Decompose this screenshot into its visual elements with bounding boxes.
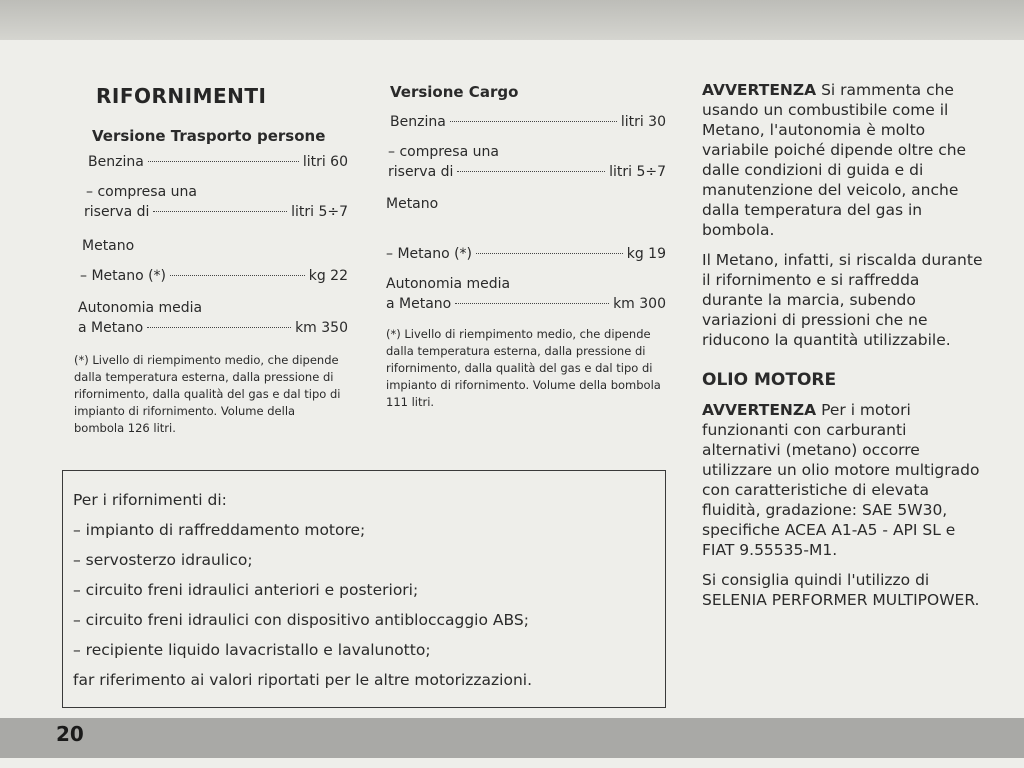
- autonomia-line: Autonomia media: [386, 276, 511, 292]
- riserva-value: litri 5÷7: [291, 204, 348, 220]
- warning-text: Per i motori funzionanti con carburanti alternativi (metano) occorre utilizzare un olio motore multigrado con caratteristiche di elevata fluidità, gradazione: SAE 5W30, specifiche ACEA A1-A5 - API SL e FIAT 9.55535-M1.: [702, 401, 980, 559]
- riserva-label: riserva di: [388, 164, 454, 180]
- box-item: – circuito freni idraulici con dispositivo antibloccaggio ABS;: [73, 611, 529, 629]
- leader-dots: [476, 253, 623, 254]
- column-warnings: [702, 80, 984, 620]
- benzina-row: [390, 112, 666, 132]
- leader-dots: [450, 121, 617, 122]
- metano-row-label: – Metano (*): [386, 246, 473, 262]
- box-item: – circuito freni idraulici anteriori e posteriori;: [73, 581, 419, 599]
- riserva-line: – compresa una: [86, 184, 197, 200]
- metano-label: Metano: [386, 196, 439, 212]
- benzina-row: [88, 152, 348, 172]
- riserva-row: [388, 162, 666, 182]
- footnote-mark: (*): [74, 353, 89, 367]
- autonomia-value: km 350: [295, 320, 348, 336]
- box-item: – impianto di raffreddamento motore;: [73, 521, 366, 539]
- warning-label: AVVERTENZA: [702, 81, 817, 99]
- metano-row-label: – Metano (*): [80, 268, 167, 284]
- autonomia-row: [386, 294, 666, 314]
- metano-row: [386, 244, 666, 264]
- autonomia-row: [78, 318, 348, 338]
- metano-label: Metano: [82, 238, 135, 254]
- box-closing: far riferimento ai valori riportati per le altre motorizzazioni.: [73, 671, 533, 689]
- subheading-cargo: Versione Cargo: [390, 83, 519, 101]
- benzina-value: litri 60: [302, 154, 348, 170]
- benzina-label: Benzina: [390, 114, 446, 130]
- riserva-row: [84, 202, 348, 222]
- benzina-label: Benzina: [88, 154, 144, 170]
- autonomia-value: km 300: [613, 296, 666, 312]
- paragraph-selenia: Si consiglia quindi l'utilizzo di SELENIA PERFORMER MULTIPOWER.: [702, 571, 980, 609]
- page-number: 20: [56, 722, 84, 746]
- riserva-line: – compresa una: [388, 144, 499, 160]
- column-trasporto-persone: [74, 80, 348, 437]
- column-cargo: [386, 82, 666, 411]
- section-title-rifornimenti: RIFORNIMENTI: [96, 84, 267, 108]
- autonomia-label: a Metano: [386, 296, 452, 312]
- leader-dots: [147, 327, 291, 328]
- leader-dots: [170, 275, 305, 276]
- riserva-value: litri 5÷7: [609, 164, 666, 180]
- footnote: [386, 326, 666, 411]
- box-item: – recipiente liquido lavacristallo e lavalunotto;: [73, 641, 431, 659]
- footer-bar: [0, 718, 1024, 758]
- footnote: [74, 352, 348, 437]
- warning-paragraph-olio: [702, 400, 984, 560]
- autonomia-label: a Metano: [78, 320, 144, 336]
- footnote-mark: (*): [386, 327, 401, 341]
- footnote-text: Livello di riempimento medio, che dipende dalla temperatura esterna, dalla pressione di rifornimento, dalla qualità del gas e dal tipo di impianto di rifornimento. Volume della bombola 126 litri.: [74, 353, 341, 435]
- refill-info-box: [62, 470, 666, 708]
- autonomia-line: Autonomia media: [78, 300, 203, 316]
- benzina-value: litri 30: [620, 114, 666, 130]
- riserva-label: riserva di: [84, 204, 150, 220]
- leader-dots: [457, 171, 605, 172]
- background-surface: [0, 0, 1024, 42]
- box-intro: Per i rifornimenti di:: [73, 491, 227, 509]
- footnote-text: Livello di riempimento medio, che dipende dalla temperatura esterna, dalla pressione di rifornimento, dalla qualità del gas e dal tipo di impianto di rifornimento. Volume della bombola 111 litri.: [386, 327, 661, 409]
- warning-label: AVVERTENZA: [702, 401, 817, 419]
- section-title-olio-motore: OLIO MOTORE: [702, 370, 837, 390]
- metano-row: [80, 266, 348, 286]
- metano-row-value: kg 19: [626, 246, 666, 262]
- leader-dots: [148, 161, 299, 162]
- metano-row-value: kg 22: [308, 268, 348, 284]
- paragraph-metano-pressione: Il Metano, infatti, si riscalda durante il rifornimento e si raffredda durante la marcia, subendo variazioni di pressioni che ne riducono la quantità utilizzabile.: [702, 251, 983, 349]
- leader-dots: [455, 303, 609, 304]
- leader-dots: [153, 211, 287, 212]
- subheading-trasporto-persone: Versione Trasporto persone: [92, 127, 326, 145]
- box-item: – servosterzo idraulico;: [73, 551, 253, 569]
- warning-text: Si rammenta che usando un combustibile come il Metano, l'autonomia è molto variabile poiché dipende oltre che dalle condizioni di guida e di manutenzione del veicolo, anche dalla temperatura del gas in bombola.: [702, 81, 967, 239]
- warning-paragraph-autonomia: [702, 80, 984, 240]
